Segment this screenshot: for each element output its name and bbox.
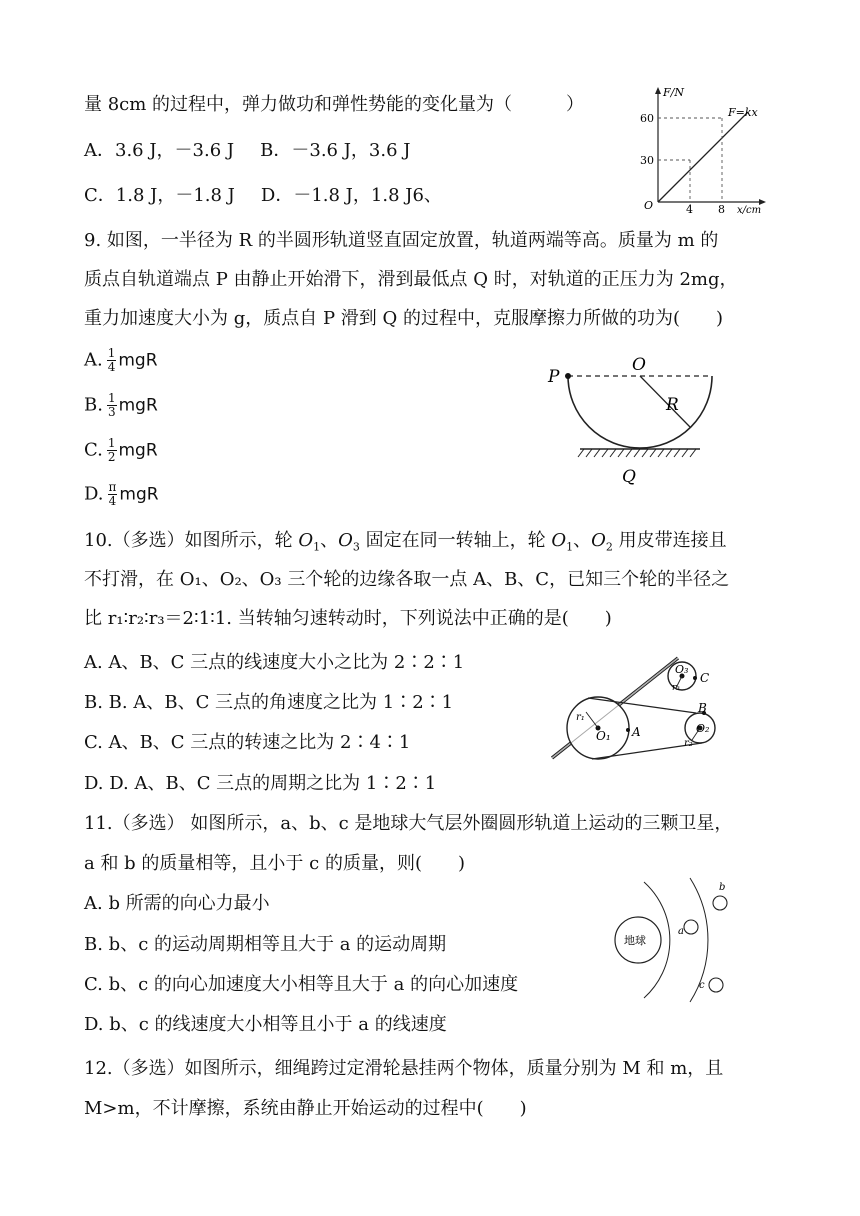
q8-option-c: C．1.8 J，－1.8 J	[84, 185, 235, 206]
q11-line2: a 和 b 的质量相等，且小于 c 的质量，则( )	[84, 853, 465, 874]
q9-label-o: O	[632, 355, 646, 375]
q8-x-tick-8: 8	[718, 203, 725, 216]
q8-y-axis-label: F/N	[663, 86, 684, 99]
q10-line2: 不打滑，在 O₁、O₂、O₃ 三个轮的边缘各取一点 A、B、C，已知三个轮的半径之	[84, 569, 730, 590]
q10-option-b: B. B. A、B、C 三点的角速度之比为 1∶2∶1	[84, 692, 454, 713]
q9-label-p: P	[548, 367, 560, 387]
q10-pulley-wheels-figure	[546, 654, 732, 764]
q10-label-b: B	[698, 701, 707, 715]
q9-semicircle-track-figure	[540, 352, 720, 492]
q9-option-b: B. $\frac{1}{3}$ mgR	[84, 391, 158, 419]
q10-option-d: D. D. A、B、C 三点的周期之比为 1∶2∶1	[84, 773, 437, 794]
q8-y-tick-60: 60	[640, 112, 654, 125]
q12-line2: M>m，不计摩擦，系统由静止开始运动的过程中( )	[84, 1098, 527, 1119]
q10-label-o3: O₃	[675, 663, 689, 676]
q11-option-b: B. b、c 的运动周期相等且大于 a 的运动周期	[84, 934, 447, 955]
q10-label-o1: O₁	[596, 729, 611, 743]
q8-origin-label: O	[644, 199, 654, 212]
q8-force-graph	[636, 84, 776, 214]
q11-earth-label: 地球	[624, 934, 646, 947]
q8-option-b: B．－3.6 J，3.6 J	[260, 140, 411, 161]
q10-option-a: A. A、B、C 三点的线速度大小之比为 2∶2∶1	[84, 652, 465, 673]
q11-label-a: a	[678, 926, 684, 937]
q11-satellite-orbits-figure	[606, 874, 756, 1006]
q8-options-row2	[84, 183, 442, 209]
q8-options-row1	[84, 138, 411, 164]
q10-label-r1: r₁	[576, 712, 585, 723]
q11-line1: 11.（多选） 如图所示，a、b、c 是地球大气层外圈圆形轨道上运动的三颗卫星，	[84, 813, 733, 834]
q12-line1: 12.（多选）如图所示，细绳跨过定滑轮悬挂两个物体，质量分别为 M 和 m，且	[84, 1058, 724, 1079]
q10-line1: 10.（多选）如图所示，轮 $O_1$、$O_3$ 固定在同一转轴上，轮 $O_1$、$O_2$ 用皮带连接且	[84, 530, 727, 554]
q9-option-d: D. $\frac{\pi}{4}$ mgR	[84, 480, 159, 508]
q11-label-c: c	[699, 980, 705, 991]
q11-label-b: b	[719, 882, 726, 893]
q11-option-d: D. b、c 的线速度大小相等且小于 a 的线速度	[84, 1014, 447, 1035]
q10-label-r3: r₃	[672, 683, 680, 693]
q8-option-a: A．3.6 J，－3.6 J	[84, 140, 235, 161]
q10-label-c: C	[700, 671, 710, 685]
q9-label-r: R	[666, 395, 679, 415]
q8-x-tick-4: 4	[686, 203, 693, 216]
q10-option-c: C. A、B、C 三点的转速之比为 2∶4∶1	[84, 732, 411, 753]
q9-line1: 9. 如图，一半径为 R 的半圆形轨道竖直固定放置，轨道两端等高。质量为 m 的	[84, 230, 719, 251]
q8-option-d: D．－1.8 J，1.8 J6、	[260, 185, 442, 206]
q10-line3: 比 r₁∶r₂∶r₃＝2∶1∶1. 当转轴匀速转动时，下列说法中正确的是( )	[84, 608, 612, 629]
q9-line2: 质点自轨道端点 P 由静止开始滑下，滑到最低点 Q 时，对轨道的正压力为 2mg，	[84, 269, 738, 290]
q9-label-q: Q	[622, 467, 636, 487]
q11-option-c: C. b、c 的向心加速度大小相等且大于 a 的向心加速度	[84, 974, 519, 995]
q10-label-a: A	[632, 725, 641, 739]
q8-stem: 量 8cm 的过程中，弹力做功和弹性势能的变化量为（ ）	[84, 94, 585, 115]
q9-option-c: C. $\frac{1}{2}$ mgR	[84, 436, 158, 464]
q11-option-a: A. b 所需的向心力最小	[84, 893, 270, 914]
q9-line3: 重力加速度大小为 g，质点自 P 滑到 Q 的过程中，克服摩擦力所做的功为( )	[84, 308, 724, 329]
q10-label-o2: O₂	[696, 722, 710, 735]
q8-line-label: F=kx	[728, 106, 758, 119]
q8-y-tick-30: 30	[640, 154, 654, 167]
q9-option-a: A. $\frac{1}{4}$ mgR	[84, 346, 158, 374]
q8-x-axis-label: x/cm	[737, 205, 762, 216]
q10-label-r2: r₂	[684, 738, 693, 749]
